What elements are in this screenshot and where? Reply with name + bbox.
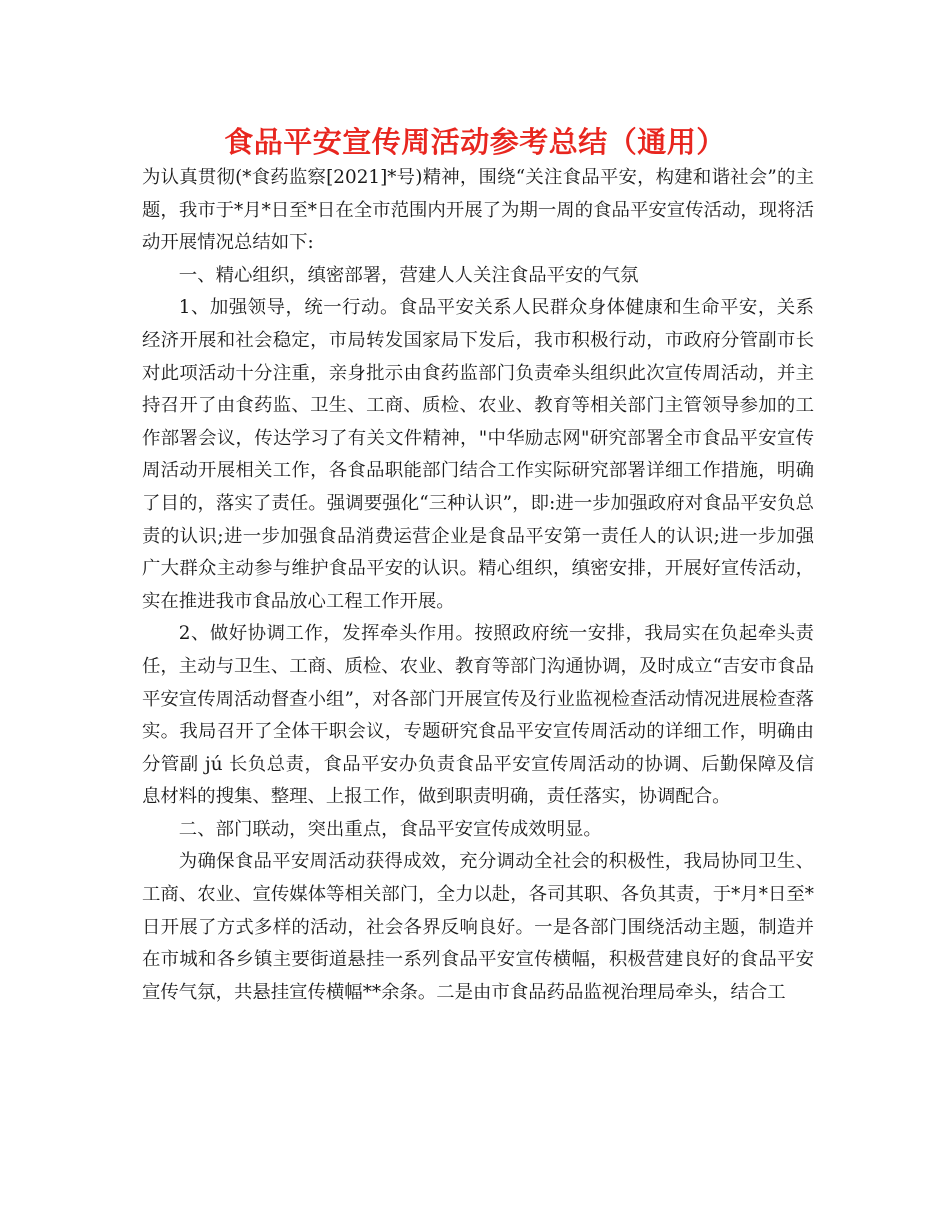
heading-section-1: 一、精心组织，缜密部署，营建人人关注食品平安的气氛 [178,264,639,286]
paragraph-intro: 为认真贯彻(*食药监察[2021]*号)精神，围绕“关注食品平安，构建和谐社会”的主题，我市于*月*日至*日在全市范围内开展了为期一周的食品平安宣传活动，现将活动开展情况总结如下: [142,167,814,254]
document-title: 食品平安宣传周活动参考总结（通用） [224,125,726,159]
paragraph-leadership: 1、加强领导，统一行动。食品平安关系人民群众身体健康和生命平安，关系经济开展和社会稳定，市局转发国家局下发后，我市积极行动，市政府分管副市长对此项活动十分注重，亲身批示由食药监部门负责牵头组织此次宣传周活动，并主持召开了由食药监、卫生、工商、质检、农业、教育等相关部门主管领导参加的工作部署会议，传达学习了有关文件精神，"中华励志网"研究部署全市食品平安宣传周活动开展相关工作，各食品职能部门结合工作实际研究部署详细工作措施，明确了目的，落实了责任。强调要强化“三种认识”，即:进一步加强政府对食品平安负总责的认识;进一步加强食品消费运营企业是食品平安第一责任人的认识;进一步加强广大群众主动参与维护食品平安的认识。精心组织，缜密安排，开展好宣传活动，实在推进我市食品放心工程工作开展。 [142,297,814,612]
paragraph-activities: 为确保食品平安周活动获得成效，充分调动全社会的积极性，我局协同卫生、工商、农业、宣传媒体等相关部门，全力以赴，各司其职、各负其责，于*月*日至*日开展了方式多样的活动，社会各界反响良好。一是各部门围绕活动主题，制造并在市城和各乡镇主要街道悬挂一系列食品平安宣传横幅，积极营建良好的食品平安宣传气氛，共悬挂宣传横幅**余条。二是由市食品药品监视治理局牵头，结合工 [142,851,814,1003]
heading-section-2: 二、部门联动，突出重点，食品平安宣传成效明显。 [178,818,602,840]
paragraph-coordination: 2、做好协调工作，发挥牵头作用。按照政府统一安排，我局实在负起牵头责任，主动与卫生、工商、质检、农业、教育等部门沟通协调，及时成立“吉安市食品平安宣传周活动督查小组”，对各部门开展宣传及行业监视检查活动情况进展检查落实。我局召开了全体干职会议，专题研究食品平安宣传周活动的详细工作，明确由分管副 jú 长负总责，食品平安办负责食品平安宣传周活动的协调、后勤保障及信息材料的搜集、整理、上报工作，做到职责明确，责任落实，协调配合。 [142,623,814,808]
document-body [142,162,814,1009]
